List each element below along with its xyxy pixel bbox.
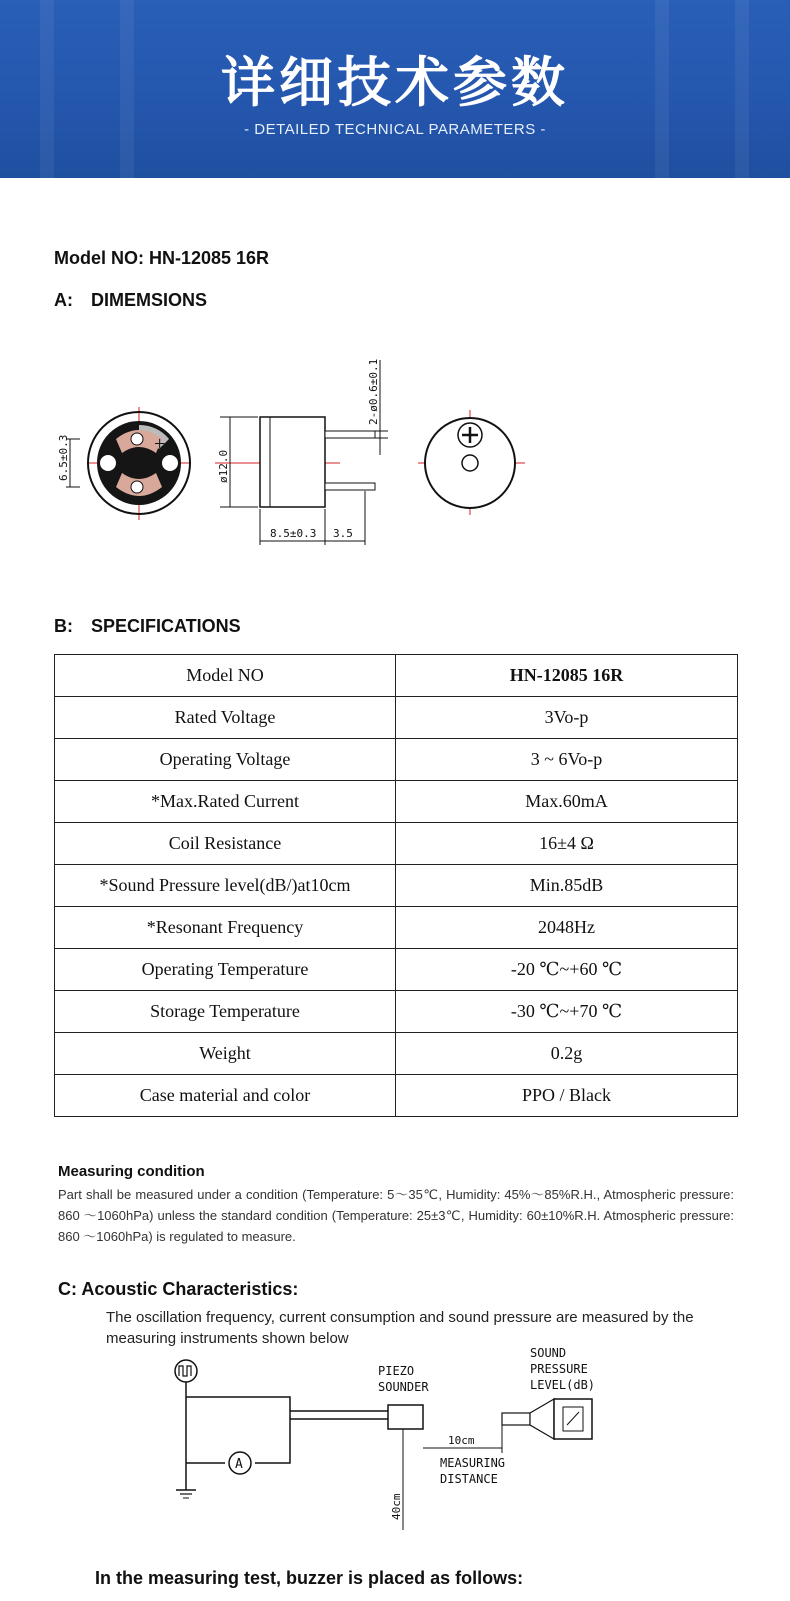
table-row	[55, 823, 738, 865]
header-banner	[0, 0, 790, 178]
banner-subtitle: - DETAILED TECHNICAL PARAMETERS -	[244, 121, 546, 138]
dimension-drawing	[50, 355, 550, 570]
spec-key: Coil Resistance	[55, 823, 396, 865]
dim-pin-spec: 2-ø0.6±0.1	[367, 358, 380, 425]
spec-key: Storage Temperature	[55, 991, 396, 1033]
distance-value: 10cm	[448, 1434, 475, 1447]
table-row	[55, 865, 738, 907]
spl-label-2: PRESSURE	[530, 1362, 588, 1376]
measuring-condition-body: Part shall be measured under a condition (Temperature: 5～35℃, Humidity: 45%～85%R.H., Atmospheric pressure: 860 ～1060hPa) unless the standard condition (Temperature: 25±3℃, Humidity: 60±10%R.H. Atmospheric pressure: 860 ～1060hPa) is regulated to measure.	[58, 1187, 734, 1244]
dim-diameter: ø12.0	[217, 449, 230, 483]
table-row	[55, 907, 738, 949]
spec-key: Case material and color	[55, 1075, 396, 1117]
section-a-title: DIMEMSIONS	[91, 290, 208, 310]
section-b-letter: B:	[54, 616, 73, 636]
bottom-view	[57, 407, 190, 520]
table-row	[55, 1033, 738, 1075]
spec-key: *Max.Rated Current	[55, 781, 396, 823]
section-c-description: The oscillation frequency, current consumption and sound pressure are measured by the measuring instruments shown below	[106, 1309, 694, 1347]
dim-pin-length: 3.5	[333, 527, 353, 540]
measuring-circuit-diagram	[170, 1346, 630, 1535]
table-row	[55, 697, 738, 739]
table-row	[55, 781, 738, 823]
section-c-heading: C: Acoustic Characteristics:	[58, 1279, 299, 1299]
spec-key: Model NO	[55, 655, 396, 697]
spec-value: Min.85dB	[396, 865, 738, 907]
spec-value: -20 ℃~+60 ℃	[396, 949, 738, 991]
distance-label-1: MEASURING	[440, 1456, 506, 1470]
dim-body-width: 8.5±0.3	[270, 527, 317, 540]
spec-value: 2048Hz	[396, 907, 738, 949]
spec-key: Weight	[55, 1033, 396, 1075]
table-row	[55, 739, 738, 781]
spec-value: 3Vo-p	[396, 697, 738, 739]
spec-key: Operating Voltage	[55, 739, 396, 781]
spec-value: 0.2g	[396, 1033, 738, 1075]
spec-value: PPO / Black	[396, 1075, 738, 1117]
height-value: 40cm	[390, 1493, 403, 1520]
spec-value: HN-12085 16R	[396, 655, 738, 697]
spl-label-1: SOUND	[530, 1346, 567, 1360]
distance-label-2: DISTANCE	[440, 1472, 498, 1486]
table-row	[55, 655, 738, 697]
spec-value: Max.60mA	[396, 781, 738, 823]
dim-pin-spacing: 6.5±0.3	[57, 434, 70, 481]
banner-title: 详细技术参数	[221, 51, 569, 114]
polarity-plus-icon: +	[154, 433, 166, 455]
spec-key: *Resonant Frequency	[55, 907, 396, 949]
spec-value: -30 ℃~+70 ℃	[396, 991, 738, 1033]
table-row	[55, 1075, 738, 1117]
spl-label-3: LEVEL(dB)	[530, 1378, 596, 1392]
measuring-condition-title: Measuring condition	[58, 1163, 205, 1180]
footer-note: In the measuring test, buzzer is placed as follows:	[95, 1568, 524, 1588]
piezo-label-1: PIEZO	[378, 1364, 415, 1378]
specifications-table	[54, 654, 738, 1117]
model-number-heading: Model NO: HN-12085 16R	[54, 248, 270, 268]
section-a-heading	[54, 290, 207, 311]
spec-key: Operating Temperature	[55, 949, 396, 991]
oscillator-icon	[175, 1360, 197, 1382]
spec-key: Rated Voltage	[55, 697, 396, 739]
piezo-label-2: SOUNDER	[378, 1380, 429, 1394]
spec-value: 3 ~ 6Vo-p	[396, 739, 738, 781]
top-view	[418, 410, 525, 515]
table-row	[55, 949, 738, 991]
section-b-title: SPECIFICATIONS	[91, 616, 241, 636]
piezo-sounder-box	[388, 1405, 423, 1429]
spec-value: 16±4 Ω	[396, 823, 738, 865]
ammeter-icon	[229, 1452, 251, 1474]
section-b-heading	[54, 616, 241, 637]
side-view	[215, 359, 388, 545]
section-a-letter: A:	[54, 290, 73, 310]
spec-key: *Sound Pressure level(dB/)at10cm	[55, 865, 396, 907]
table-row	[55, 991, 738, 1033]
ammeter-label: A	[235, 1457, 243, 1472]
sound-hole	[462, 455, 478, 471]
